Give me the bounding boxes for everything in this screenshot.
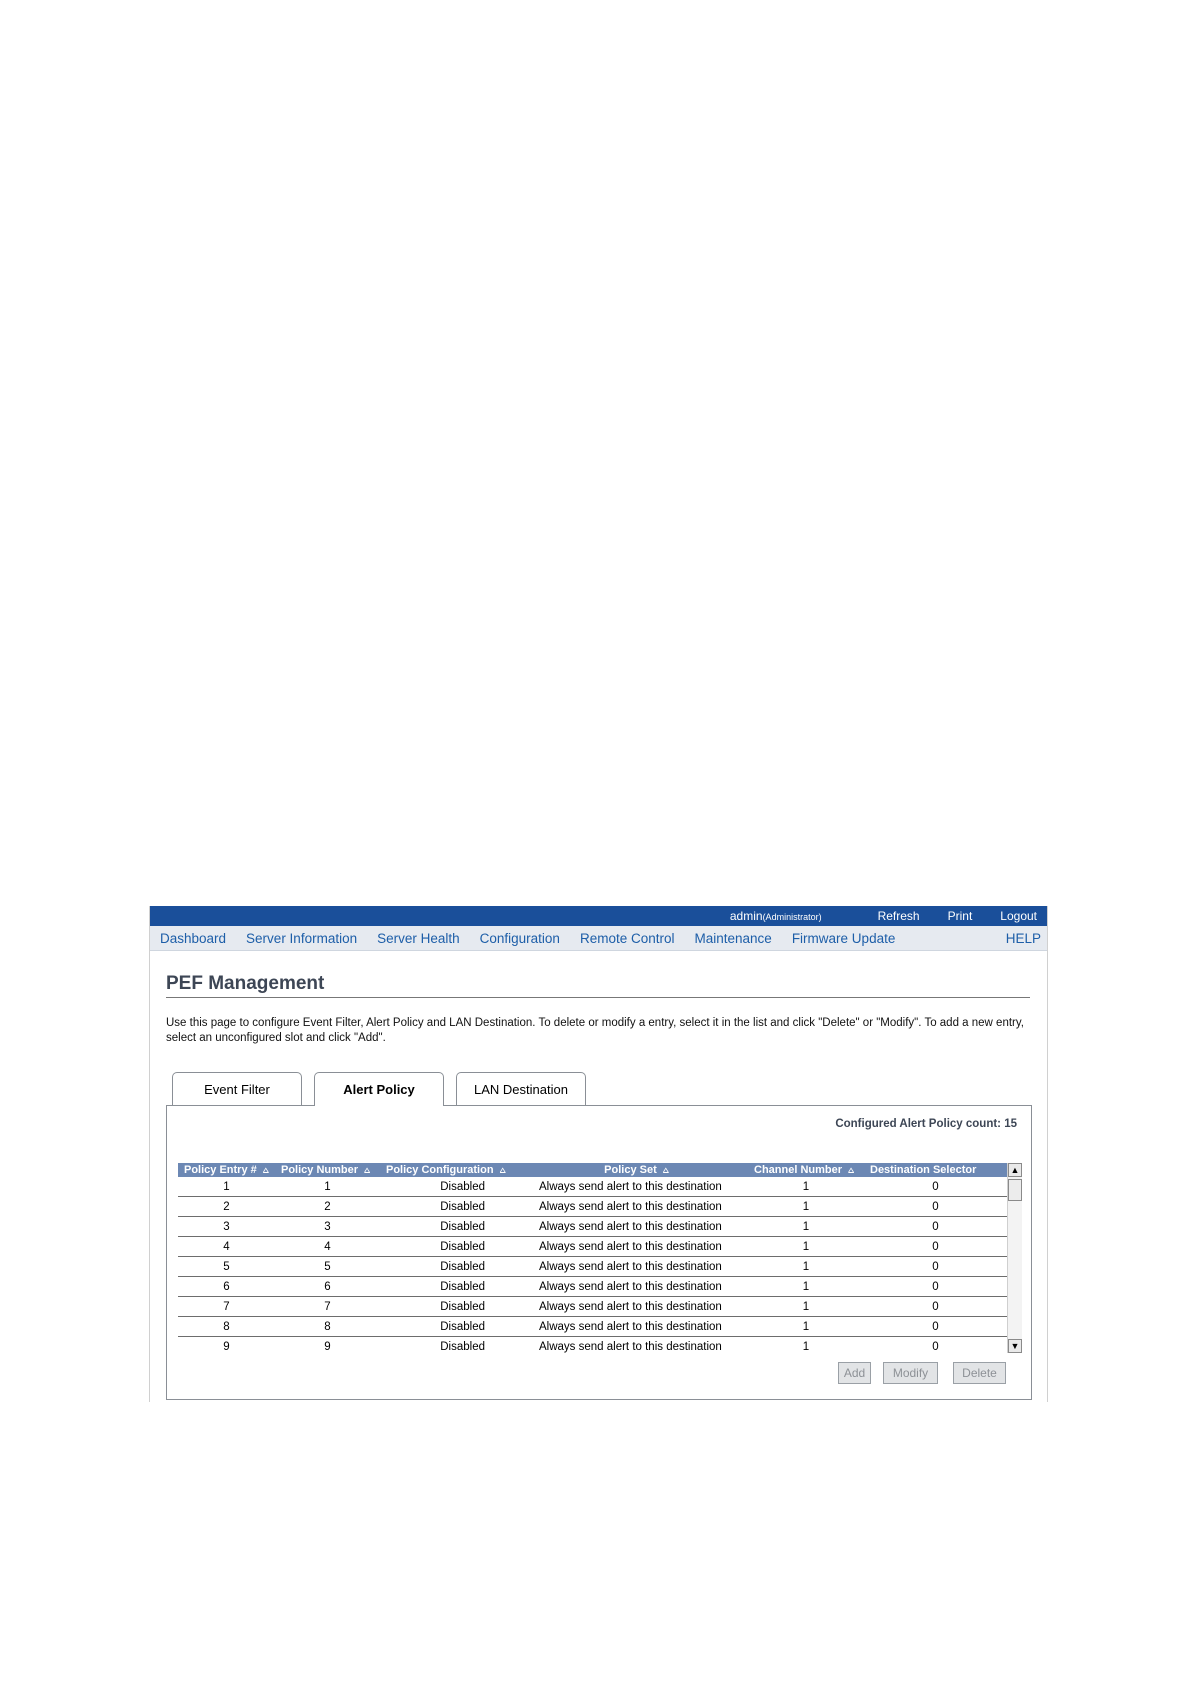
cell-policy-configuration: Disabled	[440, 1260, 485, 1273]
cell-policy-number: 2	[324, 1200, 331, 1213]
cell-policy-number: 3	[324, 1220, 331, 1233]
logout-link[interactable]: Logout	[1000, 909, 1037, 923]
cell-channel-number: 1	[802, 1260, 810, 1273]
nav-maintenance[interactable]: Maintenance	[694, 930, 772, 946]
cell-destination-selector: 0	[932, 1240, 939, 1253]
nav-configuration[interactable]: Configuration	[479, 930, 560, 946]
cell-policy-set: Always send alert to this destination	[539, 1280, 722, 1293]
tab-alert-policy[interactable]: Alert Policy	[314, 1072, 444, 1106]
cell-destination-selector: 0	[932, 1200, 939, 1213]
sort-arrow-icon[interactable]: ⩟	[848, 1165, 855, 1176]
cell-channel-number: 1	[802, 1200, 810, 1213]
cell-policy-entry: 6	[223, 1280, 230, 1293]
header-label: Policy Set	[604, 1164, 657, 1176]
table-scrollbar[interactable]	[1007, 1163, 1022, 1353]
table-row[interactable]	[178, 1177, 1007, 1197]
cell-policy-number: 5	[324, 1260, 331, 1273]
cell-policy-number: 8	[324, 1320, 331, 1333]
scroll-down-icon[interactable]: ▼	[1008, 1339, 1022, 1353]
current-user	[730, 909, 822, 923]
table-row[interactable]	[178, 1237, 1007, 1257]
cell-channel-number: 1	[802, 1320, 810, 1333]
cell-policy-set: Always send alert to this destination	[539, 1340, 722, 1353]
cell-policy-number: 1	[324, 1180, 331, 1193]
cell-policy-entry: 2	[223, 1200, 230, 1213]
cell-channel-number: 1	[802, 1340, 810, 1353]
alert-policy-panel	[166, 1105, 1032, 1400]
title-divider	[166, 997, 1030, 998]
cell-policy-configuration: Disabled	[440, 1180, 485, 1193]
cell-policy-entry: 3	[223, 1220, 230, 1233]
user-role: (Administrator)	[762, 912, 822, 922]
sort-arrow-icon[interactable]: ⩟	[262, 1165, 269, 1176]
cell-channel-number: 1	[802, 1180, 810, 1193]
header-policy-number[interactable]	[275, 1164, 380, 1176]
header-label: Policy Configuration	[386, 1164, 494, 1176]
nav-firmware-update[interactable]: Firmware Update	[791, 930, 896, 946]
page-description: Use this page to configure Event Filter, Alert Policy and LAN Destination. To delete or modify a entry, select it in the list and click "Delete" or "Modify". To add a new entry, select an unconfigured slot and click "Add".	[166, 1017, 1024, 1044]
cell-policy-set: Always send alert to this destination	[539, 1220, 722, 1233]
scroll-thumb[interactable]	[1008, 1179, 1022, 1201]
cell-policy-entry: 1	[223, 1180, 230, 1193]
header-policy-set[interactable]	[525, 1164, 748, 1176]
cell-policy-number: 4	[324, 1240, 331, 1253]
cell-policy-configuration: Disabled	[440, 1200, 485, 1213]
cell-policy-configuration: Disabled	[440, 1300, 485, 1313]
header-label: Policy Entry #	[184, 1164, 257, 1176]
header-label: Destination Selector	[870, 1164, 977, 1176]
main-nav	[150, 926, 1047, 951]
cell-policy-configuration: Disabled	[440, 1320, 485, 1333]
cell-channel-number: 1	[802, 1300, 810, 1313]
table-row[interactable]	[178, 1197, 1007, 1217]
cell-policy-number: 6	[324, 1280, 331, 1293]
policy-count: Configured Alert Policy count: 15	[835, 1118, 1017, 1130]
cell-policy-entry: 8	[223, 1320, 230, 1333]
refresh-link[interactable]: Refresh	[877, 909, 920, 923]
cell-policy-set: Always send alert to this destination	[539, 1200, 722, 1213]
modify-button[interactable]: Modify	[883, 1362, 938, 1384]
header-policy-configuration[interactable]	[380, 1164, 525, 1176]
nav-server-information[interactable]: Server Information	[246, 930, 358, 946]
cell-destination-selector: 0	[932, 1320, 939, 1333]
sort-arrow-icon[interactable]: ⩟	[499, 1165, 506, 1176]
table-row[interactable]	[178, 1337, 1007, 1353]
print-link[interactable]: Print	[947, 909, 973, 923]
cell-destination-selector: 0	[932, 1180, 939, 1193]
nav-server-health[interactable]: Server Health	[377, 930, 460, 946]
cell-policy-entry: 7	[223, 1300, 230, 1313]
header-label: Policy Number	[281, 1164, 359, 1176]
cell-policy-set: Always send alert to this destination	[539, 1320, 722, 1333]
cell-policy-set: Always send alert to this destination	[539, 1260, 722, 1273]
tab-event-filter[interactable]: Event Filter	[172, 1072, 302, 1105]
cell-destination-selector: 0	[932, 1220, 939, 1233]
cell-channel-number: 1	[802, 1220, 810, 1233]
table-row[interactable]	[178, 1257, 1007, 1277]
header-policy-entry[interactable]	[178, 1164, 275, 1176]
cell-policy-entry: 4	[223, 1240, 230, 1253]
cell-destination-selector: 0	[932, 1280, 939, 1293]
cell-channel-number: 1	[802, 1240, 810, 1253]
cell-policy-configuration: Disabled	[440, 1280, 485, 1293]
top-bar	[150, 906, 1047, 926]
header-destination-selector[interactable]	[864, 1164, 1007, 1176]
cell-policy-configuration: Disabled	[440, 1340, 485, 1353]
table-row[interactable]	[178, 1217, 1007, 1237]
cell-policy-number: 9	[324, 1340, 331, 1353]
cell-channel-number: 1	[802, 1280, 810, 1293]
tab-lan-destination[interactable]: LAN Destination	[456, 1072, 586, 1105]
cell-destination-selector: 0	[932, 1260, 939, 1273]
table-header	[178, 1163, 1007, 1177]
cell-destination-selector: 0	[932, 1340, 939, 1353]
bmc-window	[149, 906, 1048, 1402]
cell-policy-set: Always send alert to this destination	[539, 1240, 722, 1253]
cell-destination-selector: 0	[932, 1300, 939, 1313]
scroll-up-icon[interactable]: ▲	[1008, 1163, 1022, 1177]
table-body	[178, 1177, 1007, 1353]
user-name: admin	[729, 909, 763, 923]
sort-arrow-icon[interactable]: ⩟	[662, 1165, 669, 1176]
cell-policy-set: Always send alert to this destination	[539, 1180, 722, 1193]
alert-policy-table	[178, 1163, 1007, 1353]
sort-arrow-icon[interactable]: ⩟	[364, 1165, 371, 1176]
nav-dashboard[interactable]: Dashboard	[160, 930, 227, 946]
cell-policy-set: Always send alert to this destination	[539, 1300, 722, 1313]
cell-policy-configuration: Disabled	[440, 1220, 485, 1233]
header-channel-number[interactable]	[748, 1164, 864, 1176]
page-title: PEF Management	[166, 973, 325, 994]
nav-remote-control[interactable]: Remote Control	[579, 930, 675, 946]
cell-policy-entry: 5	[223, 1260, 230, 1273]
help-link[interactable]: HELP	[1005, 930, 1041, 946]
table-row[interactable]	[178, 1317, 1007, 1337]
header-label: Channel Number	[754, 1164, 843, 1176]
cell-policy-number: 7	[324, 1300, 331, 1313]
table-row[interactable]	[178, 1297, 1007, 1317]
cell-policy-entry: 9	[223, 1340, 230, 1353]
table-row[interactable]	[178, 1277, 1007, 1297]
cell-policy-configuration: Disabled	[440, 1240, 485, 1253]
delete-button[interactable]: Delete	[953, 1362, 1006, 1384]
add-button[interactable]: Add	[838, 1362, 871, 1384]
